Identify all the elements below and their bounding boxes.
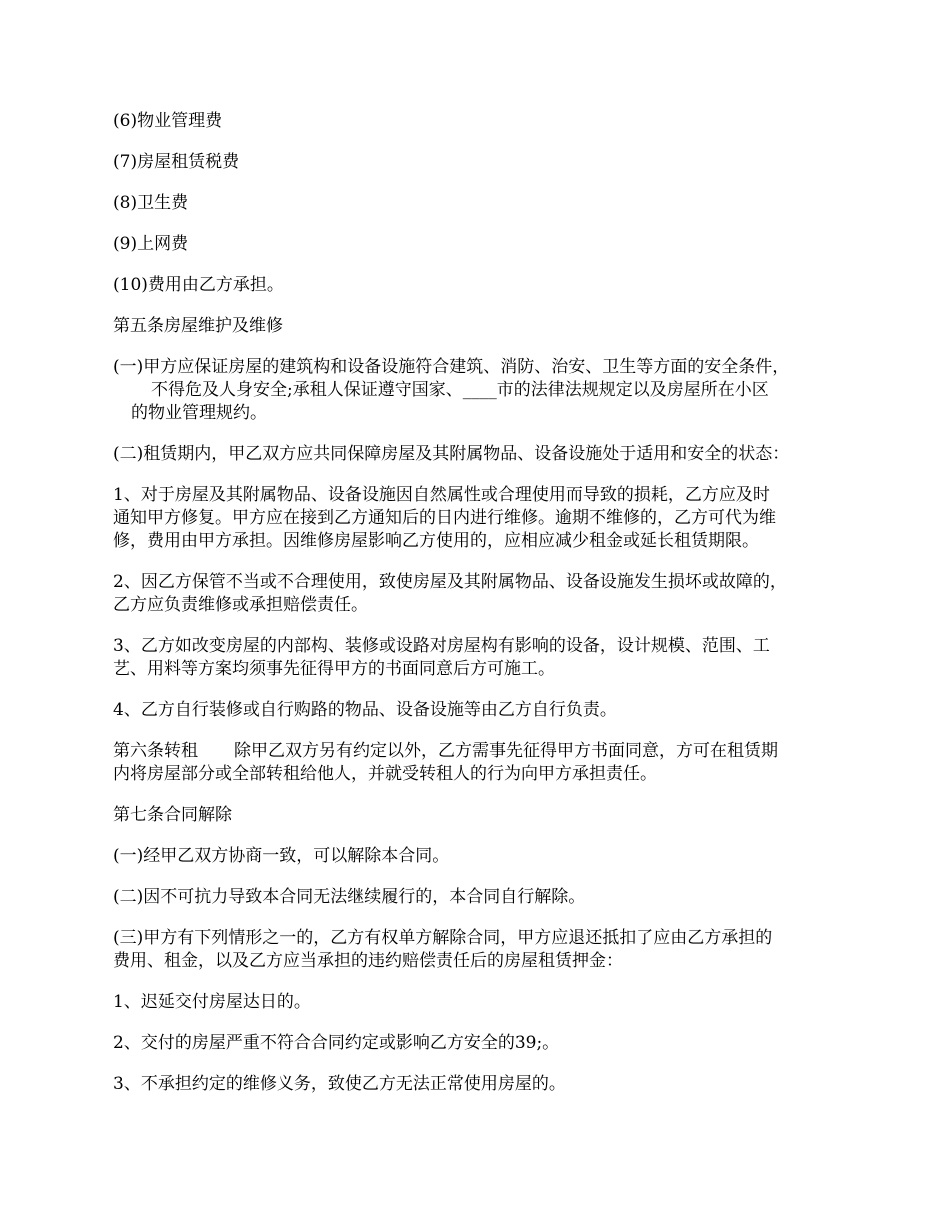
article-7-clause-1 (113, 845, 841, 868)
article-7-item-2 (113, 1032, 841, 1055)
text-line: 修，费用由甲方承担。因维修房屋影响乙方使用的，应相应减少租金或延长租赁期限。 (113, 531, 759, 551)
text-run: 除甲乙双方另有约定以外，乙方需事先征得甲方书面同意，方可在租赁期 (234, 741, 778, 761)
text-line: (6)物业管理费 (113, 111, 223, 131)
text-line: (二)因不可抗力导致本合同无法继续履行的，本合同自行解除。 (113, 887, 586, 907)
text-line: 不得危及人身安全;承租人保证遵守国家、____市的法律法规规定以及房屋所在小区 (151, 380, 769, 400)
text-line: 艺、用料等方案均须事先征得甲方的书面同意后方可施工。 (113, 659, 555, 679)
fee-item-rental-tax (113, 151, 841, 174)
fee-item-sanitation (113, 192, 841, 215)
text-line: 3、乙方如改变房屋的内部构、装修或设路对房屋构有影响的设备，设计规模、范围、工 (113, 636, 770, 656)
text-line: (二)租赁期内，甲乙双方应共同保障房屋及其附属物品、设备设施处于适用和安全的状态： (113, 444, 790, 464)
fee-item-borne-by-tenant (113, 274, 841, 297)
text-line: (9)上网费 (113, 234, 189, 254)
text-line: 费用、租金，以及乙方应当承担的违约赔偿责任后的房屋租赁押金： (113, 951, 623, 971)
text-line: 2、因乙方保管不当或不合理使用，致使房屋及其附属物品、设备设施发生损坏或故障的， (113, 572, 787, 592)
section-heading: 第五条房屋维护及维修 (113, 316, 283, 336)
text-line: (一)甲方应保证房屋的建筑构和设备设施符合建筑、消防、治安、卫生等方面的安全条件， (113, 357, 790, 377)
article-7-clause-2 (113, 886, 841, 909)
text-line (113, 740, 841, 763)
text-line: 的物业管理规约。 (131, 403, 267, 423)
article-7-clause-3 (113, 927, 841, 973)
article-7-item-1 (113, 991, 841, 1014)
text-line: 2、交付的房屋严重不符合合同约定或影响乙方安全的39;。 (113, 1033, 560, 1053)
article-5-item-3 (113, 635, 841, 681)
section-heading: 第七条合同解除 (113, 805, 232, 825)
text-line: (10)费用由乙方承担。 (113, 275, 284, 295)
text-line: 乙方应负责维修或承担赔偿责任。 (113, 595, 368, 615)
article-5-heading (113, 315, 841, 338)
text-line: 1、迟延交付房屋达日的。 (113, 992, 311, 1012)
text-line: 3、不承担约定的维修义务，致使乙方无法正常使用房屋的。 (113, 1074, 566, 1094)
article-6-sublease (113, 740, 841, 786)
document-page (113, 110, 841, 1114)
text-line: 4、乙方自行装修或自行购路的物品、设备设施等由乙方自行负责。 (113, 700, 617, 720)
text-line: (8)卫生费 (113, 193, 189, 213)
text-line: (7)房屋租赁税费 (113, 152, 240, 172)
article-5-item-4 (113, 699, 841, 722)
article-5-clause-1 (113, 356, 841, 425)
article-7-item-3 (113, 1073, 841, 1096)
article-5-clause-2 (113, 443, 841, 466)
article-5-item-2 (113, 571, 841, 617)
text-line: (三)甲方有下列情形之一的，乙方有权单方解除合同，甲方应退还抵扣了应由乙方承担的 (113, 928, 773, 948)
fee-item-internet (113, 233, 841, 256)
text-line: 内将房屋部分或全部转租给他人，并就受转租人的行为向甲方承担责任。 (113, 764, 657, 784)
article-5-item-1 (113, 484, 841, 553)
text-line: 1、对于房屋及其附属物品、设备设施因自然属性或合理使用而导致的损耗，乙方应及时 (113, 485, 770, 505)
section-heading: 第六条转租 (113, 741, 198, 761)
text-line: (一)经甲乙双方协商一致，可以解除本合同。 (113, 846, 450, 866)
text-line: 通知甲方修复。甲方应在接到乙方通知后的日内进行维修。逾期不维修的，乙方可代为维 (113, 508, 776, 528)
fee-item-property-management (113, 110, 841, 133)
article-7-heading (113, 804, 841, 827)
